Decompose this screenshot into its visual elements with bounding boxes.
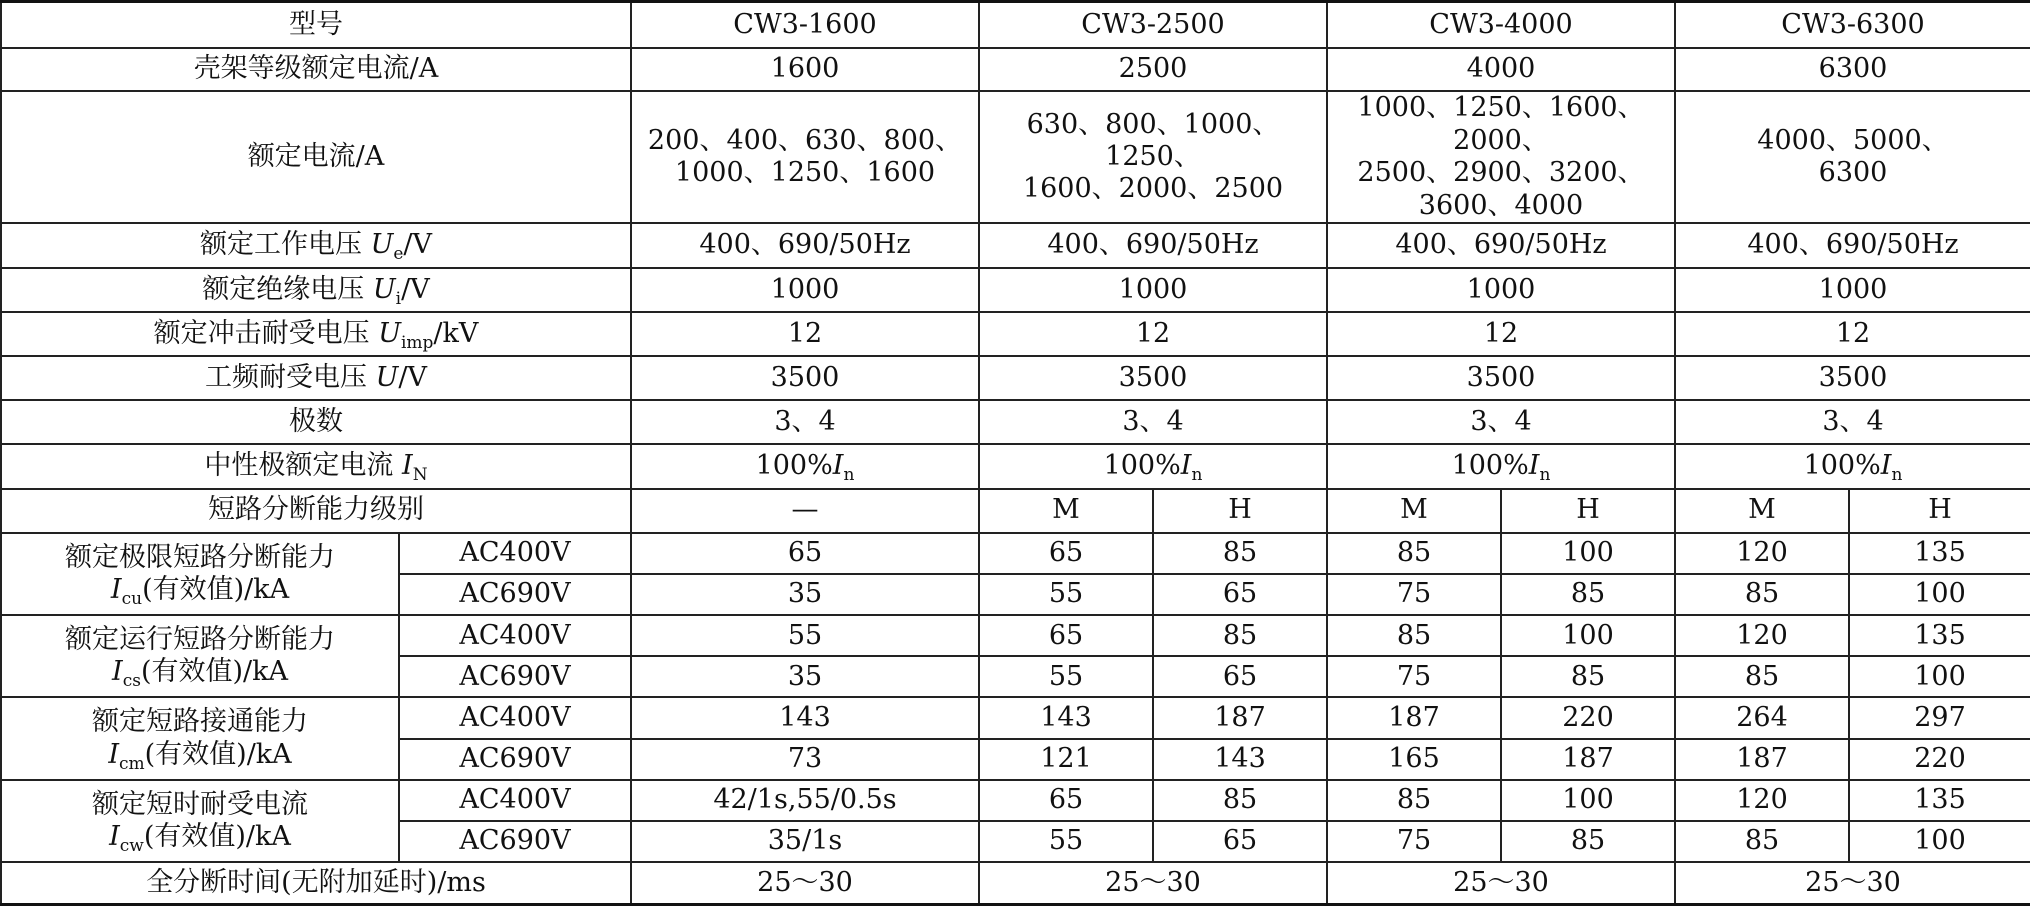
ics-value: 85: [1327, 615, 1501, 656]
ics-value: 85: [1501, 656, 1675, 697]
icw-value: 100: [1501, 780, 1675, 821]
icw-value: 85: [1327, 780, 1501, 821]
icm-value: 220: [1501, 697, 1675, 738]
icw-value: 135: [1849, 780, 2030, 821]
breaking-class-value: H: [1153, 489, 1327, 533]
icm-value: 73: [631, 739, 979, 780]
icw-value: 65: [1153, 821, 1327, 862]
icu-value: 55: [979, 574, 1153, 615]
rated-voltage-value: 400、690/50Hz: [979, 223, 1327, 267]
ics-value: 85: [1153, 615, 1327, 656]
icw-value: 75: [1327, 821, 1501, 862]
icu-value: 100: [1501, 533, 1675, 574]
insulation-voltage-value: 1000: [631, 268, 979, 312]
icm-value: 165: [1327, 739, 1501, 780]
icm-value: 220: [1849, 739, 2030, 780]
icu-value: 120: [1675, 533, 1849, 574]
poles-value: 3、4: [631, 400, 979, 444]
voltage-label: AC400V: [399, 780, 631, 821]
power-frequency-voltage-value: 3500: [631, 356, 979, 400]
rated-voltage-value: 400、690/50Hz: [1675, 223, 2030, 267]
model-cw3-4000: CW3-4000: [1327, 2, 1675, 48]
icu-value: 65: [1153, 574, 1327, 615]
power-frequency-voltage-label: 工频耐受电压 U/V: [1, 356, 631, 400]
icu-ac400-row: [1, 533, 2030, 574]
break-time-value: 25～30: [1675, 862, 2030, 904]
frame-current-value: 2500: [979, 48, 1327, 91]
icu-value: 85: [1153, 533, 1327, 574]
rated-current-label: 额定电流/A: [1, 91, 631, 224]
impulse-voltage-value: 12: [1675, 312, 2030, 356]
rated-current-value: 4000、5000、 6300: [1675, 91, 2030, 224]
model-cw3-6300: CW3-6300: [1675, 2, 2030, 48]
rated-current-value: 1000、1250、1600、2000、 2500、2900、3200、 3600、4000: [1327, 91, 1675, 224]
frame-current-value: 1600: [631, 48, 979, 91]
icw-value: 42/1s,55/0.5s: [631, 780, 979, 821]
rated-voltage-label: 额定工作电压 $U_e/V$: [1, 223, 631, 267]
impulse-voltage-row: [1, 312, 2030, 356]
ics-value: 35: [631, 656, 979, 697]
icm-value: 187: [1327, 697, 1501, 738]
ics-value: 55: [631, 615, 979, 656]
insulation-voltage-value: 1000: [1327, 268, 1675, 312]
breaking-class-value: M: [1327, 489, 1501, 533]
icw-value: 120: [1675, 780, 1849, 821]
model-cw3-2500: CW3-2500: [979, 2, 1327, 48]
insulation-voltage-label: 额定绝缘电压 $U_i/V$: [1, 268, 631, 312]
breaking-class-value: M: [979, 489, 1153, 533]
icw-value: 85: [1501, 821, 1675, 862]
voltage-label: AC690V: [399, 739, 631, 780]
rated-current-value: 630、800、1000、1250、 1600、2000、2500: [979, 91, 1327, 224]
insulation-voltage-row: [1, 268, 2030, 312]
icm-value: 143: [979, 697, 1153, 738]
rated-voltage-value: 400、690/50Hz: [1327, 223, 1675, 267]
rated-voltage-value: 400、690/50Hz: [631, 223, 979, 267]
frame-current-value: 6300: [1675, 48, 2030, 91]
neutral-current-value: $100\%I_n$: [631, 444, 979, 488]
ics-value: 55: [979, 656, 1153, 697]
icu-value: 35: [631, 574, 979, 615]
voltage-label: AC690V: [399, 821, 631, 862]
model-cw3-1600: CW3-1600: [631, 2, 979, 48]
icw-ac400-row: [1, 780, 2030, 821]
icm-value: 121: [979, 739, 1153, 780]
icm-ac400-row: [1, 697, 2030, 738]
icu-value: 65: [979, 533, 1153, 574]
icw-value: 100: [1849, 821, 2030, 862]
header-row: [1, 2, 2030, 48]
ics-value: 100: [1849, 656, 2030, 697]
rated-current-value: 200、400、630、800、 1000、1250、1600: [631, 91, 979, 224]
impulse-voltage-value: 12: [1327, 312, 1675, 356]
icu-value: 135: [1849, 533, 2030, 574]
icu-value: 85: [1501, 574, 1675, 615]
icu-value: 85: [1327, 533, 1501, 574]
breaking-class-value: —: [631, 489, 979, 533]
voltage-label: AC400V: [399, 533, 631, 574]
breaking-class-value: H: [1501, 489, 1675, 533]
frame-current-value: 4000: [1327, 48, 1675, 91]
icm-value: 143: [1153, 739, 1327, 780]
icm-value: 143: [631, 697, 979, 738]
voltage-label: AC690V: [399, 574, 631, 615]
poles-value: 3、4: [1327, 400, 1675, 444]
voltage-label: AC400V: [399, 615, 631, 656]
icm-value: 187: [1501, 739, 1675, 780]
icu-value: 65: [631, 533, 979, 574]
break-time-value: 25～30: [631, 862, 979, 904]
icu-value: 100: [1849, 574, 2030, 615]
impulse-voltage-value: 12: [631, 312, 979, 356]
power-frequency-voltage-row: [1, 356, 2030, 400]
model-header-label: 型号: [1, 2, 631, 48]
poles-row: [1, 400, 2030, 444]
insulation-voltage-value: 1000: [979, 268, 1327, 312]
ics-label: 额定运行短路分断能力 $I_{cs}$(有效值)/kA: [1, 615, 399, 697]
ics-value: 85: [1675, 656, 1849, 697]
icm-value: 264: [1675, 697, 1849, 738]
ics-value: 135: [1849, 615, 2030, 656]
impulse-voltage-value: 12: [979, 312, 1327, 356]
breaking-class-label: 短路分断能力级别: [1, 489, 631, 533]
icw-value: 85: [1153, 780, 1327, 821]
neutral-current-value: $100\%I_n$: [979, 444, 1327, 488]
neutral-current-value: $100\%I_n$: [1675, 444, 2030, 488]
ics-value: 75: [1327, 656, 1501, 697]
icu-value: 75: [1327, 574, 1501, 615]
breaking-class-value: M: [1675, 489, 1849, 533]
power-frequency-voltage-value: 3500: [979, 356, 1327, 400]
icw-value: 85: [1675, 821, 1849, 862]
icm-value: 187: [1153, 697, 1327, 738]
icm-value: 297: [1849, 697, 2030, 738]
frame-current-label: 壳架等级额定电流/A: [1, 48, 631, 91]
icm-value: 187: [1675, 739, 1849, 780]
icw-value: 65: [979, 780, 1153, 821]
insulation-voltage-value: 1000: [1675, 268, 2030, 312]
ics-value: 65: [1153, 656, 1327, 697]
ics-ac400-row: [1, 615, 2030, 656]
voltage-label: AC400V: [399, 697, 631, 738]
icu-label: 额定极限短路分断能力 $I_{cu}$(有效值)/kA: [1, 533, 399, 615]
icm-label: 额定短路接通能力 $I_{cm}$(有效值)/kA: [1, 697, 399, 779]
poles-label: 极数: [1, 400, 631, 444]
neutral-current-row: [1, 444, 2030, 488]
ics-value: 100: [1501, 615, 1675, 656]
icw-label: 额定短时耐受电流 $I_{cw}$(有效值)/kA: [1, 780, 399, 862]
ics-value: 120: [1675, 615, 1849, 656]
poles-value: 3、4: [979, 400, 1327, 444]
icu-value: 85: [1675, 574, 1849, 615]
power-frequency-voltage-value: 3500: [1675, 356, 2030, 400]
poles-value: 3、4: [1675, 400, 2030, 444]
rated-voltage-row: [1, 223, 2030, 267]
break-time-value: 25～30: [979, 862, 1327, 904]
break-time-label: 全分断时间(无附加延时)/ms: [1, 862, 631, 904]
breaking-class-row: [1, 489, 2030, 533]
voltage-label: AC690V: [399, 656, 631, 697]
impulse-voltage-label: 额定冲击耐受电压 $U_{imp}/kV$: [1, 312, 631, 356]
neutral-current-value: $100\%I_n$: [1327, 444, 1675, 488]
icw-value: 55: [979, 821, 1153, 862]
icw-value: 35/1s: [631, 821, 979, 862]
break-time-value: 25～30: [1327, 862, 1675, 904]
frame-current-row: [1, 48, 2030, 91]
rated-current-row: [1, 91, 2030, 224]
breaking-class-value: H: [1849, 489, 2030, 533]
break-time-row: [1, 862, 2030, 904]
ics-value: 65: [979, 615, 1153, 656]
power-frequency-voltage-value: 3500: [1327, 356, 1675, 400]
neutral-current-label: 中性极额定电流 $I_N$: [1, 444, 631, 488]
